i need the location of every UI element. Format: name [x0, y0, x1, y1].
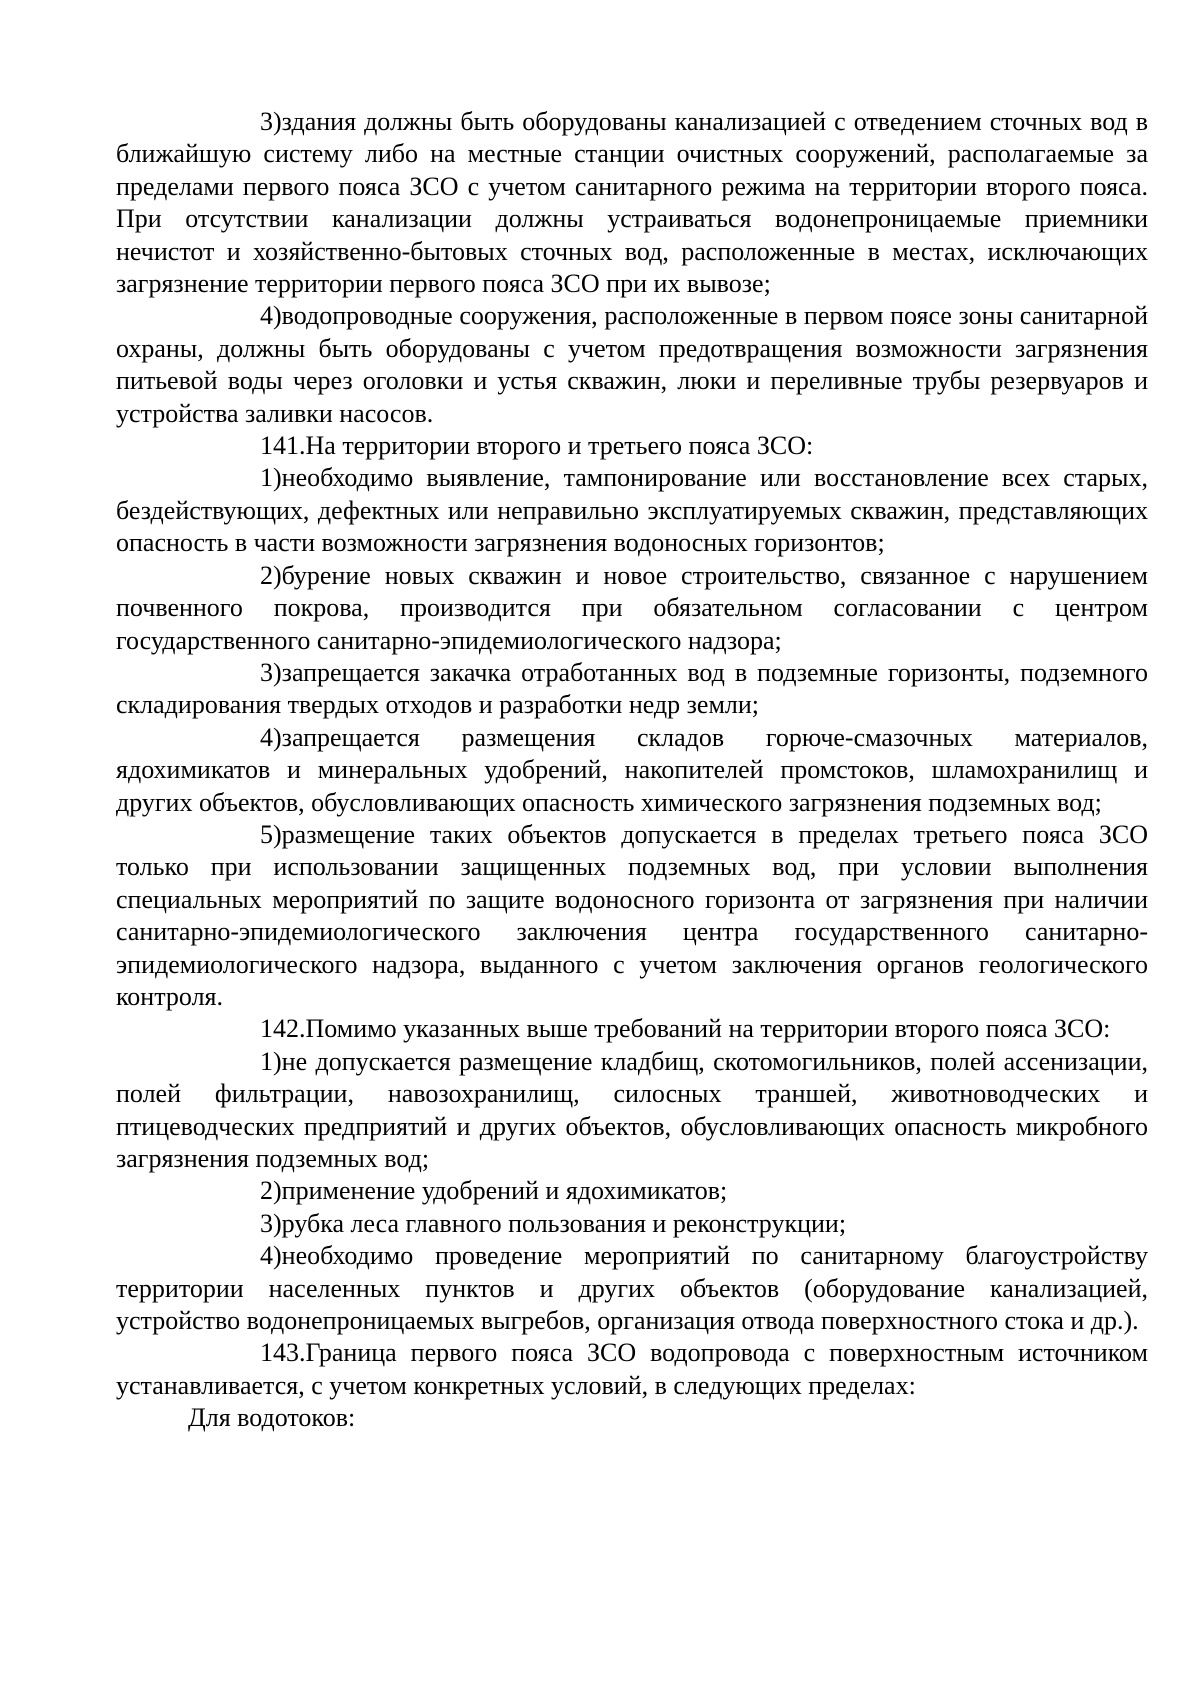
paragraph-text: рубка леса главного пользования и реконструкции; [281, 1208, 847, 1238]
section-number: 141. [260, 431, 306, 461]
item-number: 4) [260, 722, 282, 752]
paragraph-item-1-wells [116, 462, 1148, 559]
item-number: 2) [260, 560, 282, 590]
paragraph-text: необходимо выявление, тампонирование или восстановление всех старых, бездействующих, дефектных или неправильно эксплуатируемых скважин, представляющих опасность в части возможности загрязнения водоносных горизонтов; [116, 463, 1148, 558]
item-number: 4) [260, 301, 282, 331]
paragraph-item-1-cemeteries [116, 1046, 1148, 1176]
paragraph-text: здания должны быть оборудованы канализацией с отведением сточных вод в ближайшую систему либо на местные станции очистных сооружений, располагаемые за пределами первого пояса ЗСО с учетом санитарного режима на территории второго пояса. При отсутствии канализации должны устраиваться водонепроницаемые приемники нечистот и хозяйственно-бытовых сточных вод, расположенные в местах, исключающих загрязнение территории первого пояса ЗСО при их вывозе; [116, 107, 1148, 299]
paragraph-item-3-logging [116, 1208, 1148, 1240]
paragraph-text: бурение новых скважин и новое строительство, связанное с нарушением почвенного покрова, производится при обязательном согласовании с центром государственного санитарно-эпидемиологического надзора; [116, 560, 1148, 655]
paragraph-text: Граница первого пояса ЗСО водопровода с поверхностным источником устанавливается, с учетом конкретных условий, в следующих пределах: [116, 1338, 1148, 1400]
item-number: 3) [260, 657, 282, 687]
section-number: 143. [260, 1338, 306, 1368]
paragraph-141 [116, 430, 1148, 462]
item-number: 3) [260, 107, 282, 136]
paragraph-142 [116, 1013, 1148, 1045]
document-page [116, 106, 1148, 1435]
paragraph-143 [116, 1337, 1148, 1402]
section-number: 142. [260, 1014, 306, 1044]
item-number: 2) [260, 1176, 282, 1206]
paragraph-text: запрещается размещения складов горюче-смазочных материалов, ядохимикатов и минеральных удобрений, накопителей промстоков, шламохранилищ и других объектов, обусловливающих опасность химического загрязнения подземных вод; [116, 722, 1148, 817]
paragraph-text: запрещается закачка отработанных вод в подземные горизонты, подземного складирования твердых отходов и разработки недр земли; [116, 657, 1148, 720]
paragraph-item-3-sewerage [116, 106, 1148, 300]
closing-line: Для водотоков: [188, 1403, 356, 1433]
paragraph-item-4-storage [116, 722, 1148, 819]
item-number: 1) [260, 463, 282, 493]
paragraph-item-4-improvement [116, 1240, 1148, 1337]
paragraph-text: не допускается размещение кладбищ, скотомогильников, полей ассенизации, полей фильтрации, навозохранилищ, силосных траншей, животноводческих и птицеводческих предприятий и других объектов, обусловливающих опасность микробного загрязнения подземных вод; [116, 1046, 1148, 1173]
paragraph-item-5-placement [116, 819, 1148, 1013]
item-number: 4) [260, 1241, 282, 1271]
paragraph-item-2-drilling [116, 560, 1148, 657]
paragraph-item-3-injection [116, 657, 1148, 722]
paragraph-text: водопроводные сооружения, расположенные в первом поясе зоны санитарной охраны, должны быть оборудованы с учетом предотвращения возможности загрязнения питьевой воды через оголовки и устья скважин, люки и переливные трубы резервуаров и устройства заливки насосов. [116, 301, 1148, 428]
paragraph-item-4-waterworks [116, 300, 1148, 430]
paragraph-text: Помимо указанных выше требований на территории второго пояса ЗСО: [305, 1014, 1111, 1044]
paragraph-text: размещение таких объектов допускается в пределах третьего пояса ЗСО только при использовании защищенных подземных вод, при условии выполнения специальных мероприятий по защите водоносного горизонта от загрязнения при наличии санитарно-эпидемиологического заключения центра государственного санитарно-эпидемиологического надзора, выданного с учетом заключения органов геологического контроля. [116, 819, 1148, 1011]
item-number: 1) [260, 1046, 282, 1076]
item-number: 3) [260, 1208, 282, 1238]
paragraph-item-2-fertilizers [116, 1175, 1148, 1207]
paragraph-text: необходимо проведение мероприятий по санитарному благоустройству территории населенных пунктов и других объектов (оборудование канализацией, устройство водонепроницаемых выгребов, организация отвода поверхностного стока и др.). [116, 1241, 1148, 1336]
paragraph-text: применение удобрений и ядохимикатов; [281, 1176, 728, 1206]
item-number: 5) [260, 819, 282, 849]
paragraph-text: На территории второго и третьего пояса ЗСО: [305, 431, 814, 461]
